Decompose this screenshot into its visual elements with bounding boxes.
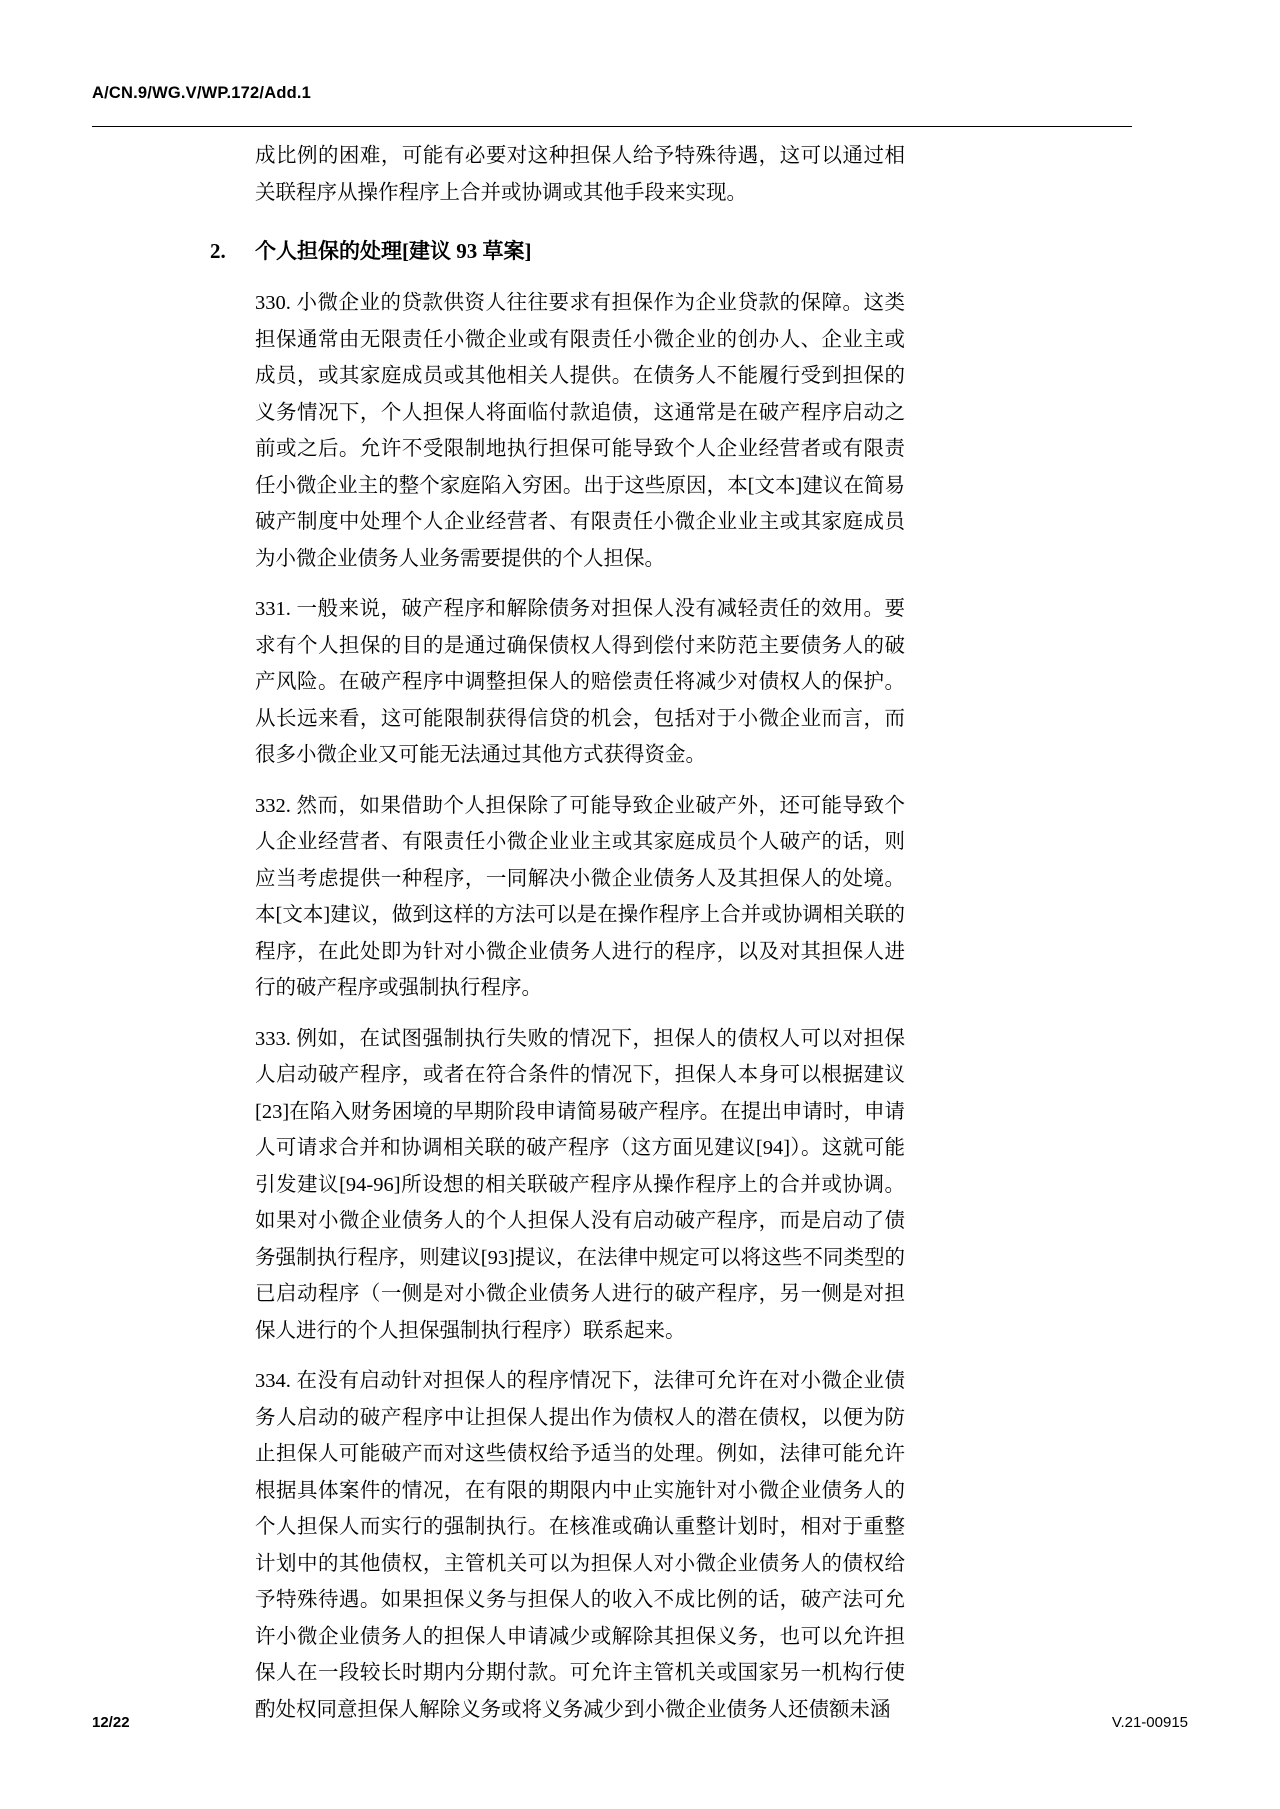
footer-job-number: V.21-00915 — [1111, 1714, 1188, 1731]
paragraph-332: 332. 然而，如果借助个人担保除了可能导致企业破产外，还可能导致个人企业经营者、有限责任小微企业业主或其家庭成员个人破产的话，则应当考虑提供一种程序，一同解决小微企业债务人及其担保人的处境。本[文本]建议，做到这样的方法可以是在操作程序上合并或协调相关联的程序，在此处即为针对小微企业债务人进行的程序，以及对其担保人进行的破产程序或强制执行程序。 — [255, 794, 905, 999]
section-title: 个人担保的处理[建议 93 草案] — [255, 239, 532, 263]
paragraph-334: 334. 在没有启动针对担保人的程序情况下，法律可允许在对小微企业债务人启动的破产程序中让担保人提出作为债权人的潜在债权，以便为防止担保人可能破产而对这些债权给予适当的处理。例如，法律可能允许根据具体案件的情况，在有限的期限内中止实施针对小微企业债务人的个人担保人而实行的强制执行。在核准或确认重整计划时，相对于重整计划中的其他债权，主管机关可以为担保人对小微企业债务人的债权给予特殊待遇。如果担保义务与担保人的收入不成比例的话，破产法可允许小微企业债务人的担保人申请减少或解除其担保义务，也可以允许担保人在一段较长时期内分期付款。可允许主管机关或国家另一机构行使酌处权同意担保人解除义务或将义务减少到小微企业债务人还债额未涵 — [255, 1370, 905, 1721]
page-content — [210, 138, 905, 1742]
paragraph-continuation: 成比例的困难，可能有必要对这种担保人给予特殊待遇，这可以通过相关联程序从操作程序上合并或协调或其他手段来实现。 — [255, 145, 905, 204]
section-number: 2. — [210, 239, 226, 263]
paragraph-330: 330. 小微企业的贷款供资人往往要求有担保作为企业贷款的保障。这类担保通常由无限责任小微企业或有限责任小微企业的创办人、企业主或成员，或其家庭成员或其他相关人提供。在债务人不能履行受到担保的义务情况下，个人担保人将面临付款追债，这通常是在破产程序启动之前或之后。允许不受限制地执行担保可能导致个人企业经营者或有限责任小微企业主的整个家庭陷入穷困。出于这些原因，本[文本]建议在简易破产制度中处理个人企业经营者、有限责任小微企业业主或其家庭成员为小微企业债务人业务需要提供的个人担保。 — [255, 292, 905, 570]
footer-page-number: 12/22 — [92, 1714, 130, 1731]
paragraph-331: 331. 一般来说，破产程序和解除债务对担保人没有减轻责任的效用。要求有个人担保的目的是通过确保债权人得到偿付来防范主要债务人的破产风险。在破产程序中调整担保人的赔偿责任将减少对债权人的保护。从长远来看，这可能限制获得信贷的机会，包括对于小微企业而言，而很多小微企业又可能无法通过其他方式获得资金。 — [255, 598, 905, 766]
section-heading — [210, 235, 905, 267]
document-header-symbol: A/CN.9/WG.V/WP.172/Add.1 — [92, 84, 312, 102]
paragraph-333: 333. 例如，在试图强制执行失败的情况下，担保人的债权人可以对担保人启动破产程序，或者在符合条件的情况下，担保人本身可以根据建议[23]在陷入财务困境的早期阶段申请简易破产程序。在提出申请时，申请人可请求合并和协调相关联的破产程序（这方面见建议[94]）。这就可能引发建议[94-96]所设想的相关联破产程序从操作程序上的合并或协调。如果对小微企业债务人的个人担保人没有启动破产程序，而是启动了债务强制执行程序，则建议[93]提议，在法律中规定可以将这些不同类型的已启动程序（一侧是对小微企业债务人进行的破产程序，另一侧是对担保人进行的个人担保强制执行程序）联系起来。 — [255, 1027, 905, 1342]
header-divider — [92, 126, 1132, 127]
